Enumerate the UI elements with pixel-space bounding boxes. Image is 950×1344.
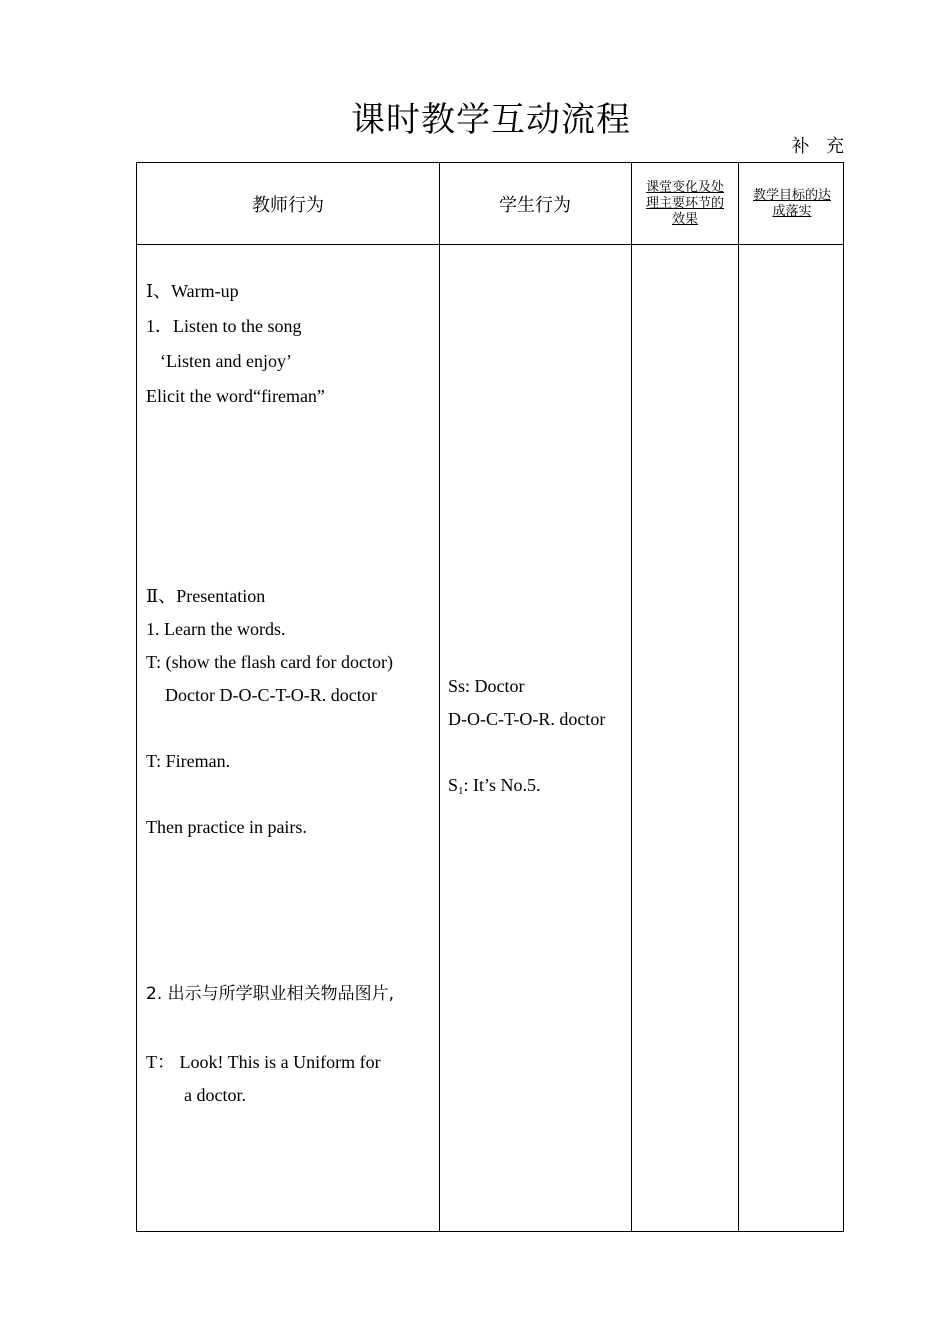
presentation-heading: Ⅱ、Presentation [146,586,266,606]
header-classroom-changes: 课堂变化及处理主要环节的效果 [645,179,724,227]
header-divider [137,244,843,245]
warm-up-heading: Ⅰ、Warm-up [146,281,239,301]
column-divider [439,163,440,1231]
student-response [448,774,541,802]
header-teacher-behavior: 教师行为 [252,194,324,216]
teacher-step: a doctor. [184,1085,246,1105]
teacher-step: ‘Listen and enjoy’ [160,351,292,371]
teacher-step: Then practice in pairs. [146,817,307,837]
lesson-table [136,162,844,1232]
column-divider [631,163,632,1231]
teacher-step: Elicit the word“fireman” [146,386,325,406]
teacher-step: 1．Listen to the song [146,316,302,336]
supplement-label: 补 充 [791,136,850,156]
student-answer: : It’s No.5. [463,775,541,795]
student-response: D-O-C-T-O-R. doctor [448,709,606,729]
student-response: Ss: Doctor [448,676,525,696]
column-divider [738,163,739,1231]
teacher-step: T: Fireman. [146,751,231,771]
page-title: 课时教学互动流程 [351,100,631,140]
teacher-step: T: (show the flash card for doctor) [146,652,394,672]
student-label: S [448,775,459,795]
teacher-step: 1. Learn the words. [146,619,286,639]
teacher-step: 2. 出示与所学职业相关物品图片, [146,984,395,1004]
teacher-step: T： Look! This is a Uniform for [146,1052,381,1072]
header-student-behavior: 学生行为 [499,194,571,216]
header-goal-achievement: 教学目标的达成落实 [752,187,831,219]
teacher-step: Doctor D-O-C-T-O-R. doctor [165,685,377,705]
student-number: 1 [458,785,464,797]
